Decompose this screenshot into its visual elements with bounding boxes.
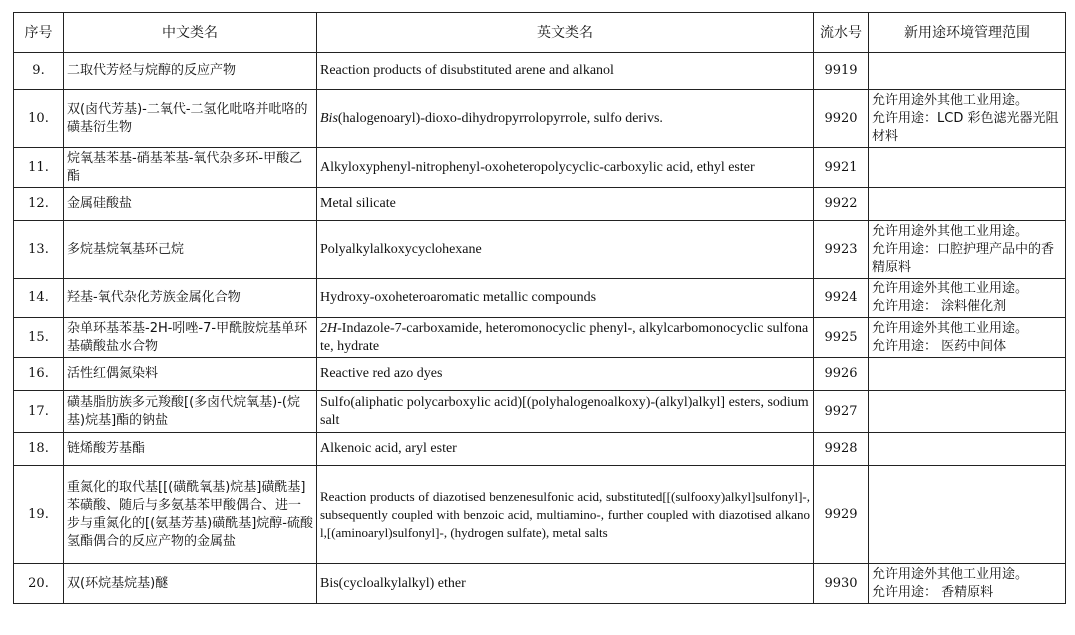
english-name-text: Reactive red azo dyes: [320, 366, 443, 381]
cell-serial-number: 20.: [14, 564, 64, 604]
cell-flow-number: 9925: [814, 318, 869, 358]
cell-serial-number: 9.: [14, 53, 64, 90]
header-flow-number: 流水号: [814, 13, 869, 53]
cell-chinese-name: 烷氧基苯基-硝基苯基-氧代杂多环-甲酸乙酯: [64, 148, 317, 188]
cell-english-name: [317, 391, 814, 433]
cell-english-name: [317, 90, 814, 148]
cell-new-use-scope: [869, 318, 1066, 358]
cell-english-name: [317, 188, 814, 221]
table-row: [14, 564, 1066, 604]
cell-serial-number: 13.: [14, 221, 64, 279]
scope-line: 允许用途： 香精原料: [872, 584, 994, 600]
cell-english-name: [317, 318, 814, 358]
english-name-text: Bis(cycloalkylalkyl) ether: [320, 575, 466, 591]
scope-line: 允许用途：LCD 彩色滤光器光阻材料: [872, 110, 1059, 144]
table-row: [14, 188, 1066, 221]
cell-flow-number: 9922: [814, 188, 869, 221]
scope-line: 允许用途外其他工业用途。: [872, 223, 1029, 239]
cell-flow-number: 9930: [814, 564, 869, 604]
english-name-text: Hydroxy-oxoheteroaromatic metallic compounds: [320, 290, 597, 305]
english-name-text: Alkenoic acid, aryl ester: [320, 441, 457, 456]
cell-new-use-scope: [869, 358, 1066, 391]
english-name-text: Polyalkylalkoxycyclohexane: [320, 241, 482, 257]
cell-flow-number: 9929: [814, 466, 869, 564]
header-serial-number: 序号: [14, 13, 64, 53]
table-row: [14, 466, 1066, 564]
cell-english-name: [317, 564, 814, 604]
cell-flow-number: 9924: [814, 279, 869, 318]
cell-flow-number: 9919: [814, 53, 869, 90]
cell-new-use-scope: [869, 391, 1066, 433]
table-row: [14, 391, 1066, 433]
scope-line: 允许用途： 涂料催化剂: [872, 299, 1007, 314]
cell-new-use-scope: [869, 148, 1066, 188]
cell-flow-number: 9923: [814, 221, 869, 279]
cell-flow-number: 9927: [814, 391, 869, 433]
chemical-table: [13, 12, 1066, 604]
cell-english-name: [317, 148, 814, 188]
cell-new-use-scope: [869, 53, 1066, 90]
table-row: [14, 221, 1066, 279]
cell-flow-number: 9921: [814, 148, 869, 188]
cell-english-name: [317, 358, 814, 391]
table-row: [14, 433, 1066, 466]
cell-chinese-name: 磺基脂肪族多元羧酸[(多卤代烷氧基)-(烷基)烷基]酯的钠盐: [64, 391, 317, 433]
cell-chinese-name: 羟基-氧代杂化芳族金属化合物: [64, 279, 317, 318]
table-row: [14, 358, 1066, 391]
cell-serial-number: 12.: [14, 188, 64, 221]
english-name-italic-prefix: Bis: [320, 110, 338, 126]
cell-english-name: [317, 466, 814, 564]
cell-english-name: [317, 53, 814, 90]
cell-flow-number: 9920: [814, 90, 869, 148]
english-name-text: Alkyloxyphenyl-nitrophenyl-oxoheteropolycyclic-carboxylic acid, ethyl ester: [320, 159, 755, 175]
cell-serial-number: 10.: [14, 90, 64, 148]
english-name-text: Sulfo(aliphatic polycarboxylic acid)[(polyhalogenoalkoxy)-(alkyl)alkyl] esters, sodium salt: [320, 394, 809, 428]
table-body: [14, 53, 1066, 604]
cell-chinese-name: 杂单环基苯基-2H-吲唑-7-甲酰胺烷基单环基磺酸盐水合物: [64, 318, 317, 358]
scope-line: 允许用途外其他工业用途。: [872, 92, 1029, 108]
cell-new-use-scope: [869, 188, 1066, 221]
cell-chinese-name: 二取代芳烃与烷醇的反应产物: [64, 53, 317, 90]
header-chinese-name: 中文类名: [64, 13, 317, 53]
english-name-text: Metal silicate: [320, 196, 396, 211]
cell-chinese-name: 双(环烷基烷基)醚: [64, 564, 317, 604]
table-row: [14, 148, 1066, 188]
cell-chinese-name: 金属硅酸盐: [64, 188, 317, 221]
table-row: [14, 53, 1066, 90]
cell-new-use-scope: [869, 90, 1066, 148]
cell-new-use-scope: [869, 466, 1066, 564]
english-name-text: -Indazole-7-carboxamide, heteromonocyclic phenyl-, alkylcarbomonocyclic sulfonate, hydrate: [320, 320, 809, 354]
cell-serial-number: 11.: [14, 148, 64, 188]
english-name-text: Reaction products of disubstituted arene and alkanol: [320, 63, 614, 78]
cell-chinese-name: 链烯酸芳基酯: [64, 433, 317, 466]
english-name-text: (halogenoaryl)-dioxo-dihydropyrrolopyrrole, sulfo derivs.: [337, 110, 663, 126]
cell-english-name: [317, 433, 814, 466]
cell-new-use-scope: [869, 279, 1066, 318]
cell-serial-number: 17.: [14, 391, 64, 433]
cell-chinese-name: 重氮化的取代基[[(磺酰氧基)烷基]磺酰基]苯磺酸、随后与多氨基苯甲酸偶合、进一步与重氮化的[(氨基芳基)磺酰基]烷醇-硫酸氢酯偶合的反应产物的金属盐: [64, 466, 317, 564]
cell-serial-number: 18.: [14, 433, 64, 466]
header-row: [14, 13, 1066, 53]
cell-chinese-name: 双(卤代芳基)-二氧代-二氢化吡咯并吡咯的磺基衍生物: [64, 90, 317, 148]
cell-serial-number: 19.: [14, 466, 64, 564]
cell-new-use-scope: [869, 221, 1066, 279]
cell-new-use-scope: [869, 564, 1066, 604]
scope-line: 允许用途：口腔护理产品中的香精原料: [872, 241, 1055, 275]
header-new-use-scope: 新用途环境管理范围: [869, 13, 1066, 53]
table-row: [14, 318, 1066, 358]
table-row: [14, 90, 1066, 148]
english-name-text: Reaction products of diazotised benzenesulfonic acid, substituted[[(sulfooxy)alkyl]sulfonyl]-, subsequently coupled with benzoic acid, multiamino-, further coupled with diazotised alkanol,[(aminoaryl)sulfonyl]-, (hydrogen sulfate), metal salts: [320, 488, 810, 540]
cell-english-name: [317, 279, 814, 318]
cell-serial-number: 14.: [14, 279, 64, 318]
scope-line: 允许用途外其他工业用途。: [872, 320, 1029, 336]
cell-flow-number: 9926: [814, 358, 869, 391]
cell-serial-number: 15.: [14, 318, 64, 358]
header-english-name: 英文类名: [317, 13, 814, 53]
cell-chinese-name: 活性红偶氮染料: [64, 358, 317, 391]
cell-flow-number: 9928: [814, 433, 869, 466]
scope-line: 允许用途外其他工业用途。: [872, 281, 1029, 296]
table-row: [14, 279, 1066, 318]
cell-serial-number: 16.: [14, 358, 64, 391]
scope-line: 允许用途： 医药中间体: [872, 338, 1007, 354]
english-name-italic-prefix: 2H: [320, 320, 338, 336]
cell-chinese-name: 多烷基烷氧基环己烷: [64, 221, 317, 279]
cell-english-name: [317, 221, 814, 279]
scope-line: 允许用途外其他工业用途。: [872, 566, 1029, 582]
cell-new-use-scope: [869, 433, 1066, 466]
